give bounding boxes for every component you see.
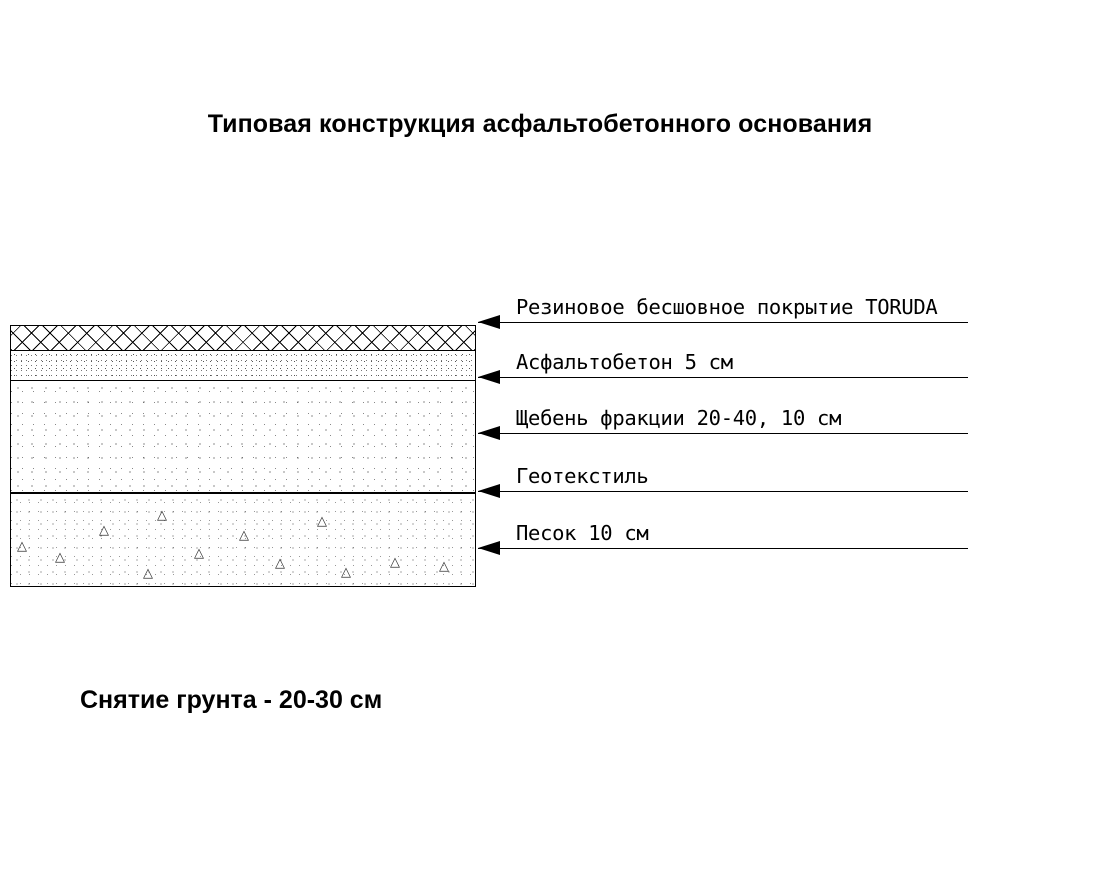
layer-sand <box>10 494 476 587</box>
leader-line <box>478 377 968 378</box>
layer-rubber-coating <box>10 325 476 351</box>
arrow-icon <box>478 370 500 384</box>
layer-asphalt-concrete <box>10 351 476 381</box>
sand-grain-icon: △ <box>239 528 249 543</box>
callout-label: Щебень фракции 20-40, 10 см <box>516 406 842 430</box>
leader-line <box>478 548 968 549</box>
sand-grain-icon: △ <box>157 508 167 523</box>
arrow-icon <box>478 426 500 440</box>
sand-grain-icon: △ <box>317 514 327 529</box>
page-title: Типовая конструкция асфальтобетонного основания <box>207 110 873 138</box>
arrow-icon <box>478 541 500 555</box>
sand-grain-icon: △ <box>194 546 204 561</box>
callout-label: Геотекстиль <box>516 464 649 488</box>
ground-removal-note: Снятие грунта - 20-30 см <box>80 686 383 714</box>
leader-line <box>478 491 968 492</box>
callout-label: Резиновое бесшовное покрытие TORUDA <box>516 295 938 319</box>
sand-grain-icon: △ <box>17 539 27 554</box>
sand-grain-icon: △ <box>390 555 400 570</box>
leader-line <box>478 322 968 323</box>
callout-label: Асфальтобетон 5 см <box>516 350 733 374</box>
sand-grain-icon: △ <box>439 559 449 574</box>
cross-section-drawing <box>10 325 476 587</box>
sand-grain-icon: △ <box>55 550 65 565</box>
leader-line <box>478 433 968 434</box>
layer-crushed-stone <box>10 381 476 494</box>
arrow-icon <box>478 484 500 498</box>
sand-grain-icon: △ <box>341 565 351 580</box>
callout-label: Песок 10 см <box>516 521 649 545</box>
sand-grain-icon: △ <box>99 523 109 538</box>
sand-grain-icon: △ <box>143 566 153 581</box>
sand-grain-icon: △ <box>275 556 285 571</box>
arrow-icon <box>478 315 500 329</box>
